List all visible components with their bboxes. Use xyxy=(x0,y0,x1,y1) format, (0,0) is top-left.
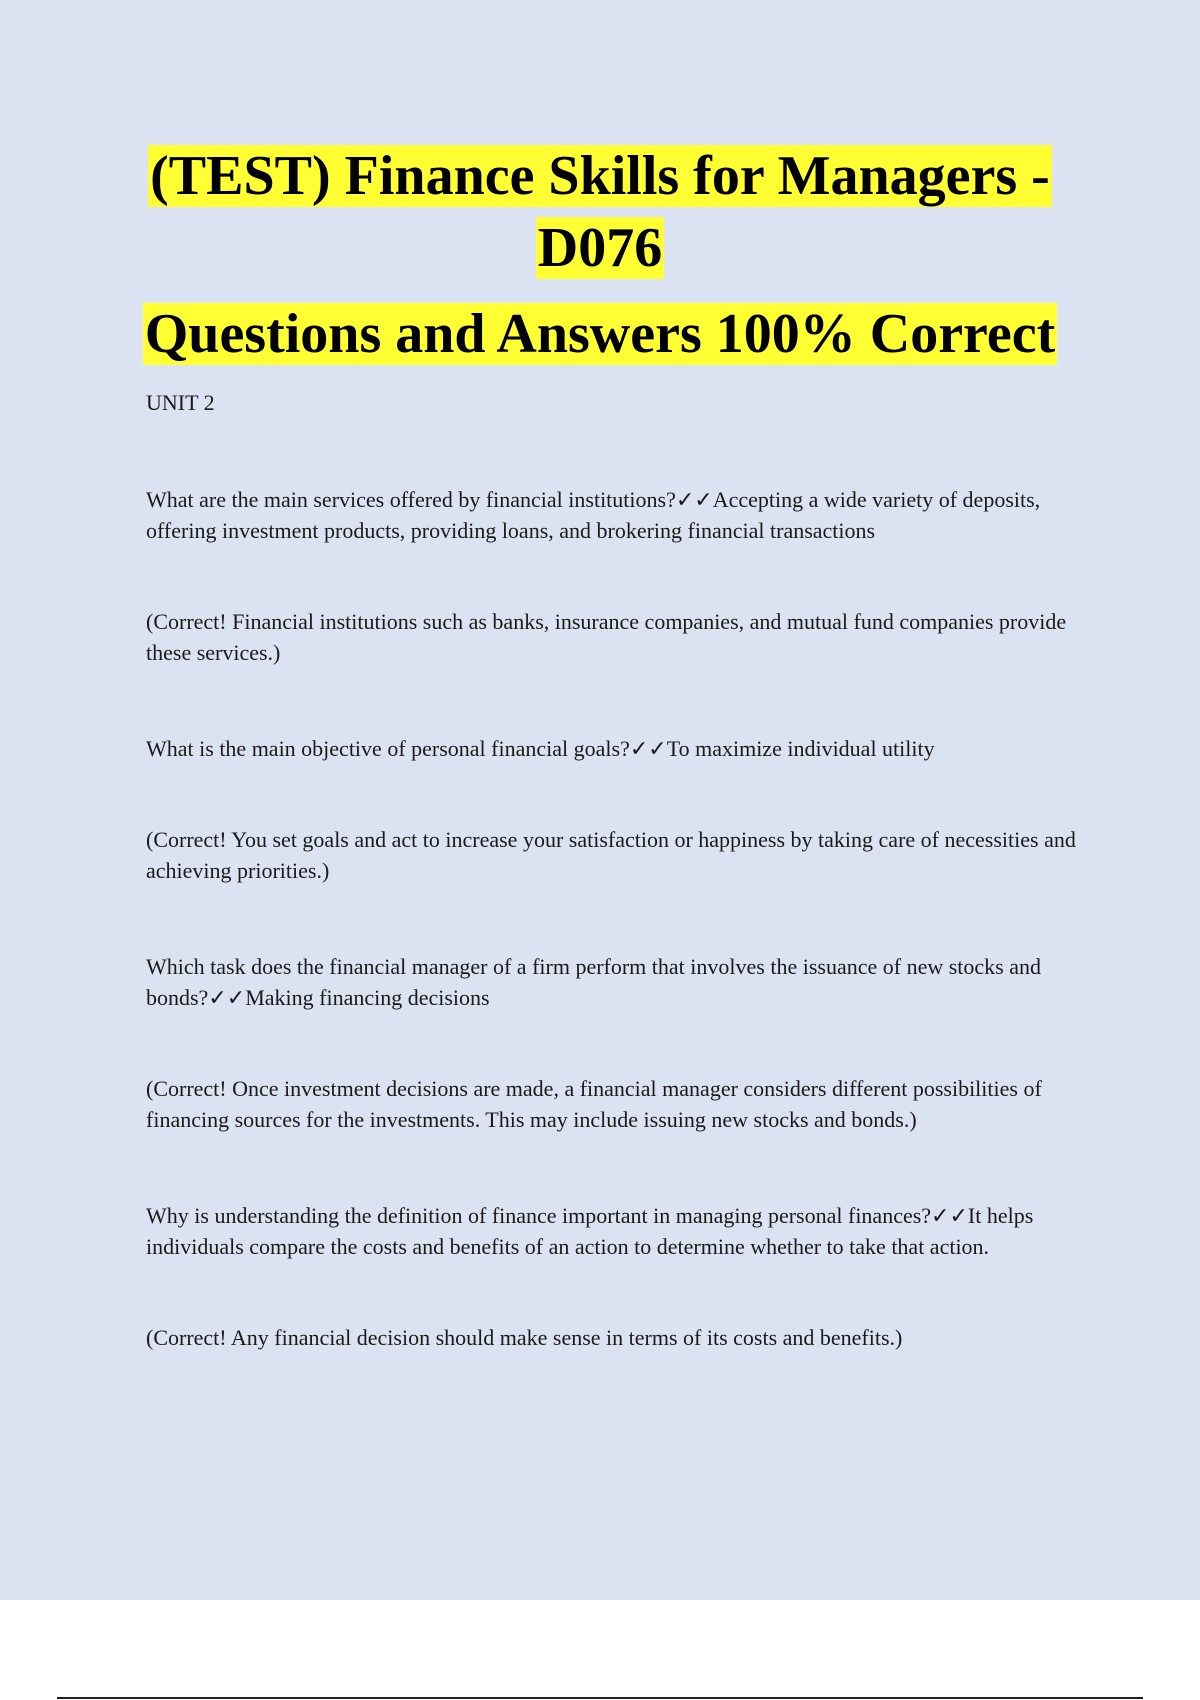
title-line-2: Questions and Answers 100% Correct xyxy=(144,303,1056,365)
question-paragraph: What are the main services offered by financial institutions?✓✓Accepting a wide variety of deposits, offering investment products, providing loans, and brokering financial transactions xyxy=(146,487,1041,543)
question-paragraph: What is the main objective of personal financial goals?✓✓To maximize individual utility xyxy=(146,736,935,761)
explanation-paragraph: (Correct! Any financial decision should make sense in terms of its costs and benefits.) xyxy=(146,1325,903,1350)
footer-divider xyxy=(57,1697,1143,1699)
unit-label: UNIT 2 xyxy=(146,390,215,415)
question-paragraph: Which task does the financial manager of a firm perform that involves the issuance of new stocks and bonds?✓✓Making financing decisions xyxy=(146,954,1041,1010)
explanation-paragraph: (Correct! Financial institutions such as banks, insurance companies, and mutual fund companies provide these services.) xyxy=(146,609,1067,665)
explanation-paragraph: (Correct! You set goals and act to increase your satisfaction or happiness by taking care of necessities and achieving priorities.) xyxy=(146,827,1076,883)
qa-content xyxy=(146,484,1091,1353)
explanation-paragraph: (Correct! Once investment decisions are made, a financial manager considers different possibilities of financing sources for the investments. This may include issuing new stocks and bonds.) xyxy=(146,1076,1042,1132)
document-title xyxy=(0,140,1200,370)
title-line-1: (TEST) Finance Skills for Managers - D076 xyxy=(150,145,1050,279)
question-paragraph: Why is understanding the definition of finance important in managing personal finances?✓✓It helps individuals compare the costs and benefits of an action to determine whether to take that action. xyxy=(146,1203,1034,1259)
